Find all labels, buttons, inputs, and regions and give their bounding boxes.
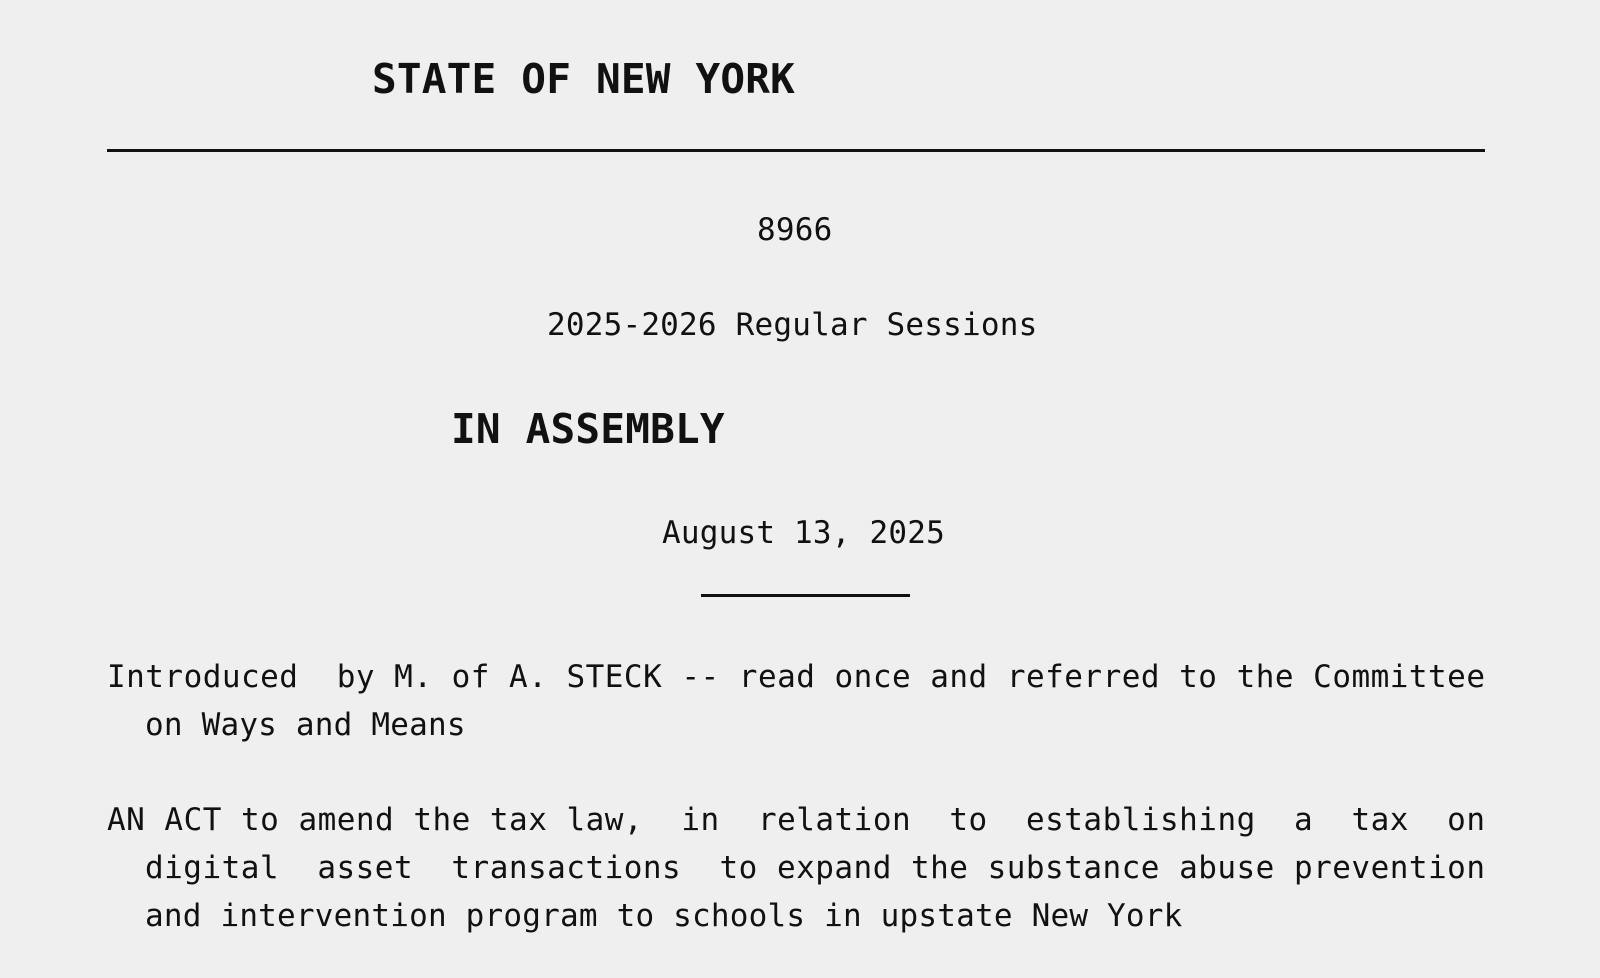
act-title-line-3: and intervention program to schools in upstate New York (145, 898, 1183, 934)
header-divider (107, 149, 1485, 152)
state-title: STATE OF NEW YORK (372, 55, 796, 103)
act-title-text-1: AN ACT to amend the tax law, in relation to establishing a tax on (107, 802, 1486, 838)
introduction-line-2: on Ways and Means (145, 707, 466, 743)
date-divider (701, 594, 910, 597)
act-title-line-2 (145, 848, 1485, 888)
act-title-line-1 (107, 800, 1485, 840)
bill-number: 8966 (757, 212, 833, 248)
introduction-line-1 (107, 657, 1485, 697)
introduction-text-1: Introduced by M. of A. STECK -- read once and referred to the Committee (107, 659, 1486, 695)
session-label: 2025-2026 Regular Sessions (547, 307, 1038, 343)
act-title-text-2: digital asset transactions to expand the substance abuse prevention (145, 850, 1486, 886)
introduction-date: August 13, 2025 (662, 515, 945, 551)
chamber-title: IN ASSEMBLY (451, 405, 725, 453)
